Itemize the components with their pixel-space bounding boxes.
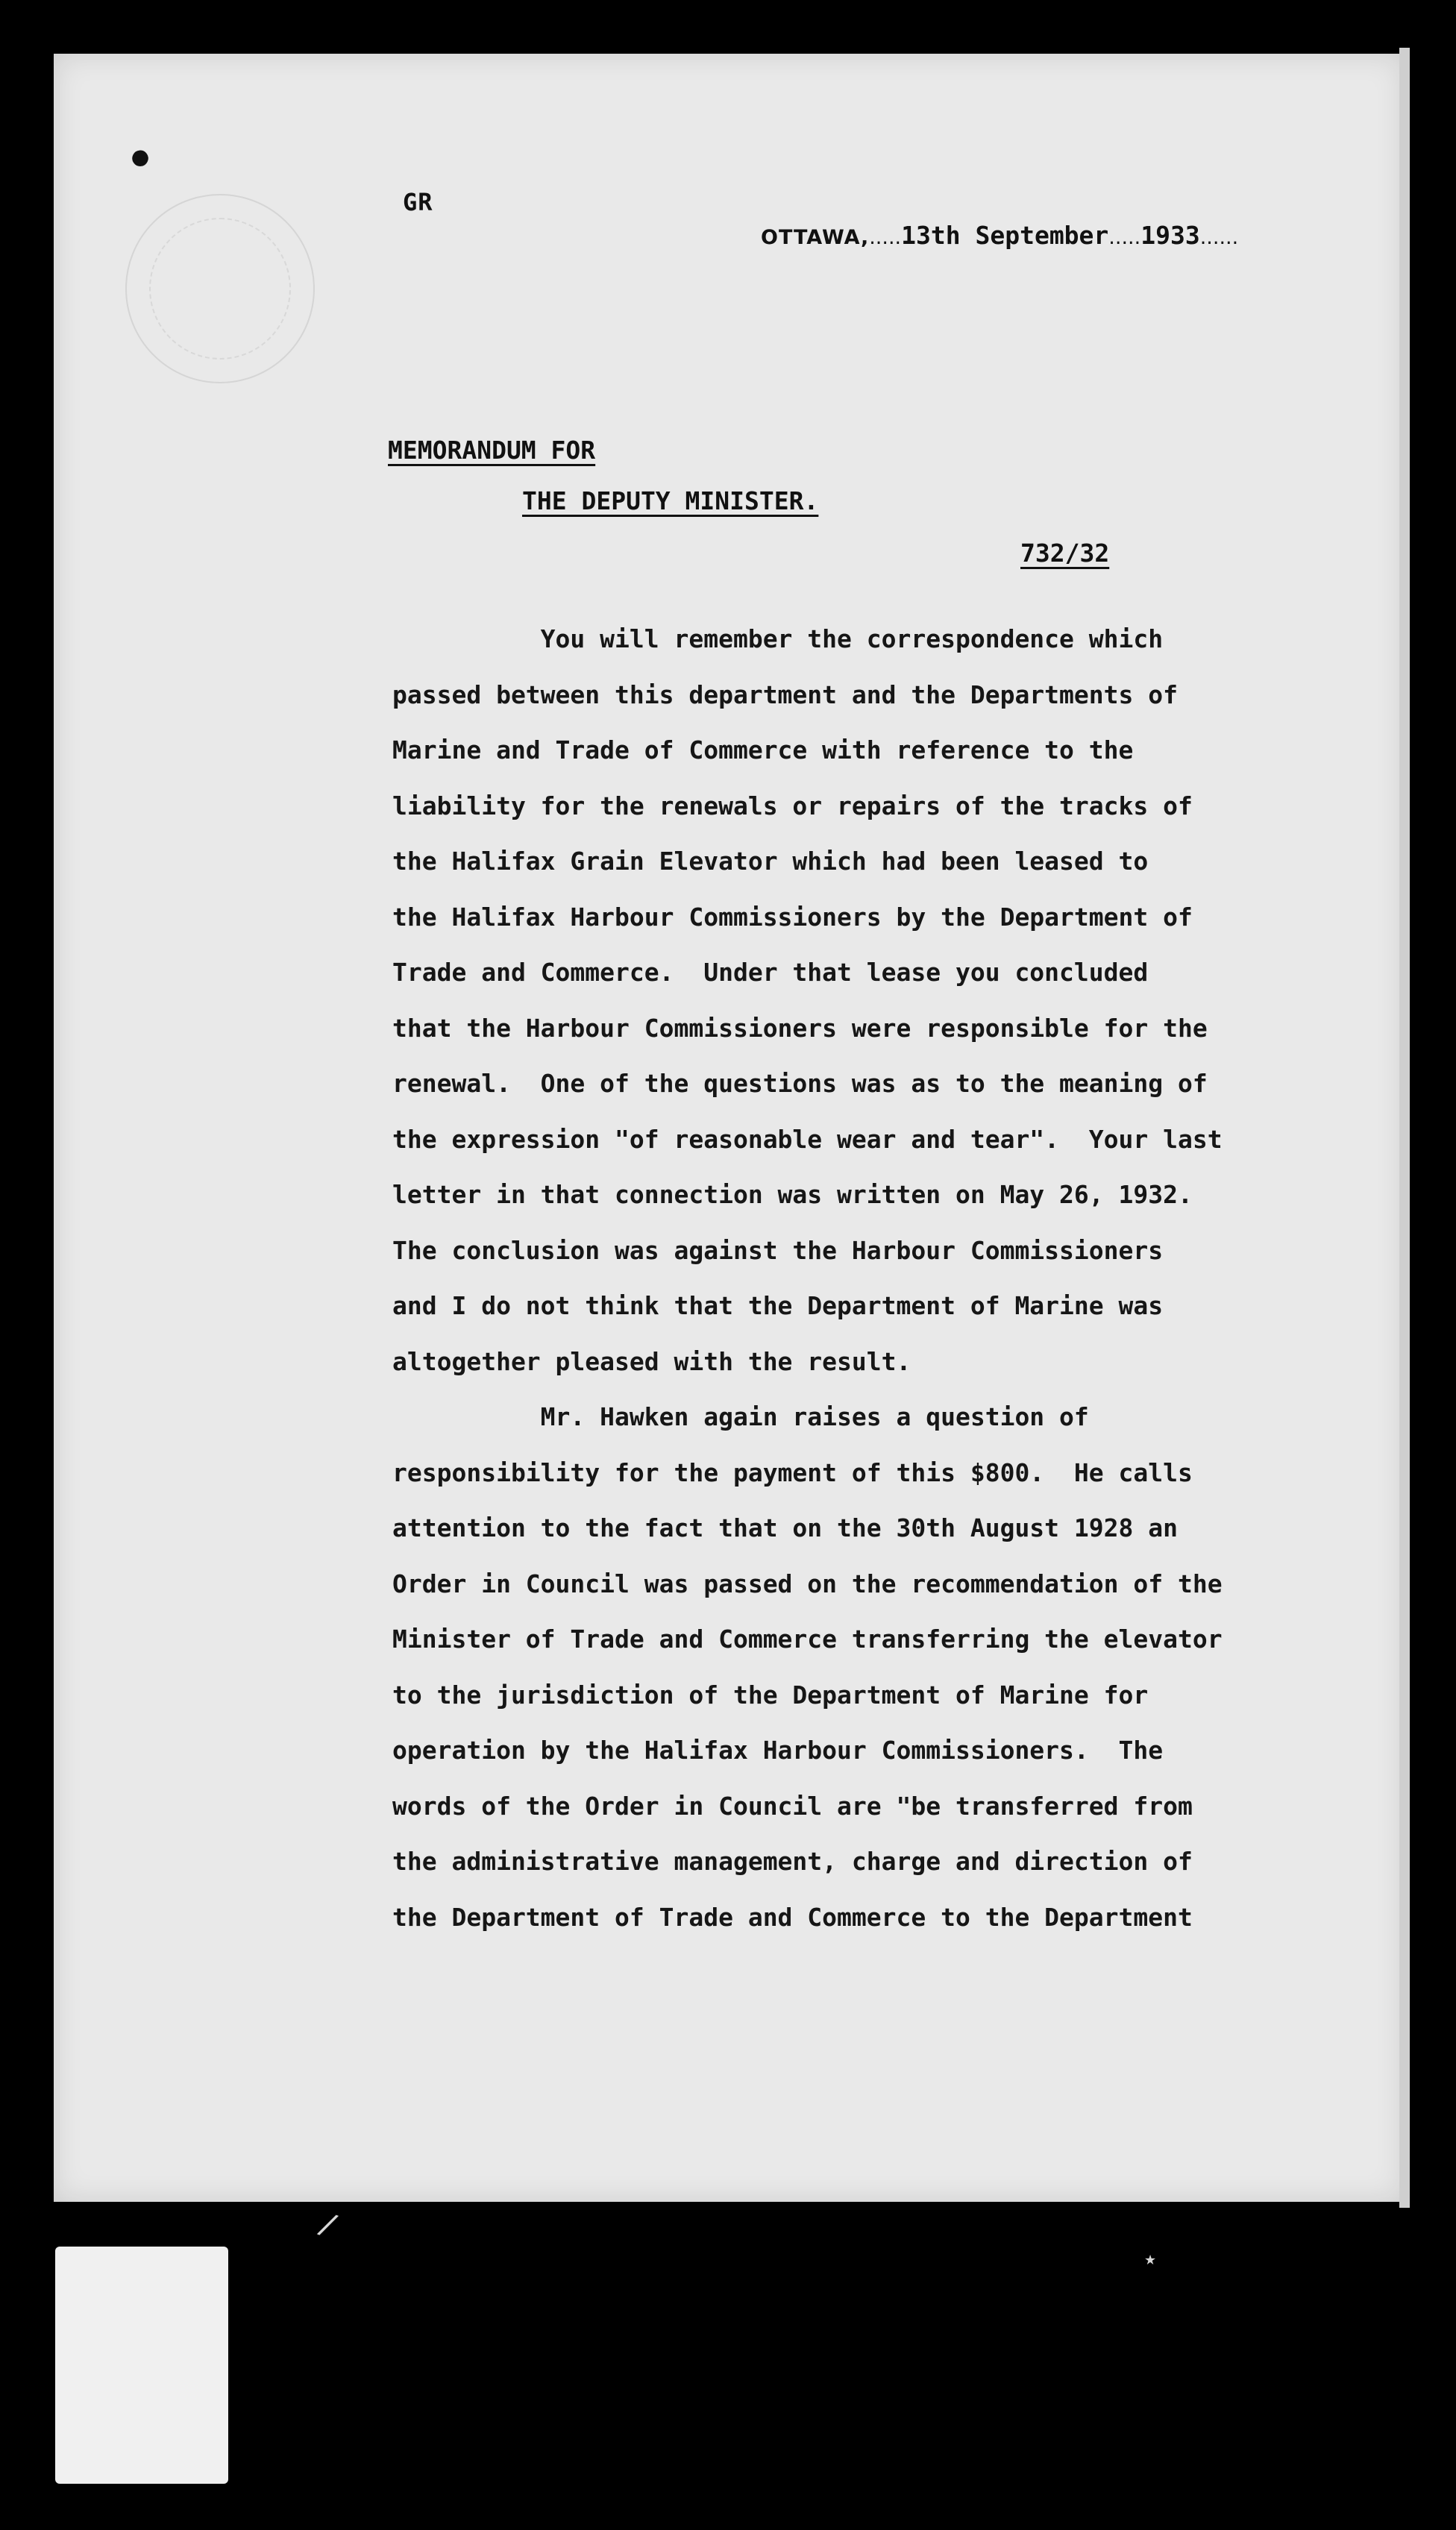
dateline-dots: ..... (869, 226, 902, 249)
faint-seal-inner-ring (149, 218, 291, 360)
film-speck: ⋆ (1141, 2244, 1160, 2278)
body-line: the Halifax Grain Elevator which had been leased to (392, 847, 1149, 876)
body-line: attention to the fact that on the 30th August 1928 an (392, 1513, 1178, 1542)
dateline-year: 1933 (1140, 221, 1200, 250)
dateline (761, 221, 1238, 250)
body-line: the expression "of reasonable wear and tear". Your last (392, 1124, 1223, 1154)
body-line: and I do not think that the Department of Marine was (392, 1291, 1164, 1320)
body-line: Order in Council was passed on the recommendation of the (392, 1569, 1223, 1598)
body-line: Trade and Commerce. Under that lease you concluded (392, 958, 1149, 987)
body-line: operation by the Halifax Harbour Commissioners. The (392, 1736, 1164, 1765)
dateline-dots: ...... (1199, 226, 1239, 249)
body-line: liability for the renewals or repairs of the tracks of (392, 791, 1193, 820)
film-speck: / (313, 2206, 343, 2244)
body-line: renewal. One of the questions was as to the meaning of (392, 1069, 1208, 1098)
body-line: Marine and Trade of Commerce with reference to the (392, 735, 1134, 765)
body-line: The conclusion was against the Harbour Commissioners (392, 1235, 1164, 1265)
film-frame-tab (55, 2247, 228, 2484)
body-line: You will remember the correspondence which (392, 624, 1164, 653)
body-line: Minister of Trade and Commerce transferring the elevator (392, 1625, 1223, 1654)
dateline-dots: ..... (1108, 226, 1141, 249)
memo-heading: MEMORANDUM FOR (388, 436, 596, 465)
body-line: responsibility for the payment of this $800. He calls (392, 1457, 1193, 1487)
body-line: letter in that connection was written on May 26, 1932. (392, 1180, 1193, 1209)
body-line: that the Harbour Commissioners were responsible for the (392, 1013, 1208, 1043)
body-line: the Department of Trade and Commerce to the Department (392, 1902, 1193, 1932)
ink-mark: ● (124, 139, 155, 175)
typist-initials: GR (403, 188, 433, 216)
dateline-place: OTTAWA, (761, 226, 870, 249)
body-line: words of the Order in Council are "be transferred from (392, 1791, 1193, 1821)
body-line: the administrative management, charge and direction of (392, 1847, 1193, 1876)
memo-recipient: THE DEPUTY MINISTER. (522, 486, 819, 515)
body-line: the Halifax Harbour Commissioners by the Department of (392, 902, 1193, 932)
page-edge (1399, 48, 1410, 2208)
dateline-date: 13th September (901, 221, 1109, 250)
body-line: to the jurisdiction of the Department of Marine for (392, 1680, 1149, 1710)
file-number: 732/32 (1020, 539, 1110, 568)
body-line: passed between this department and the Departments of (392, 679, 1178, 709)
body-line: Mr. Hawken again raises a question of (392, 1402, 1089, 1431)
body-line: altogether pleased with the result. (392, 1346, 911, 1376)
memo-body (392, 612, 1392, 1945)
